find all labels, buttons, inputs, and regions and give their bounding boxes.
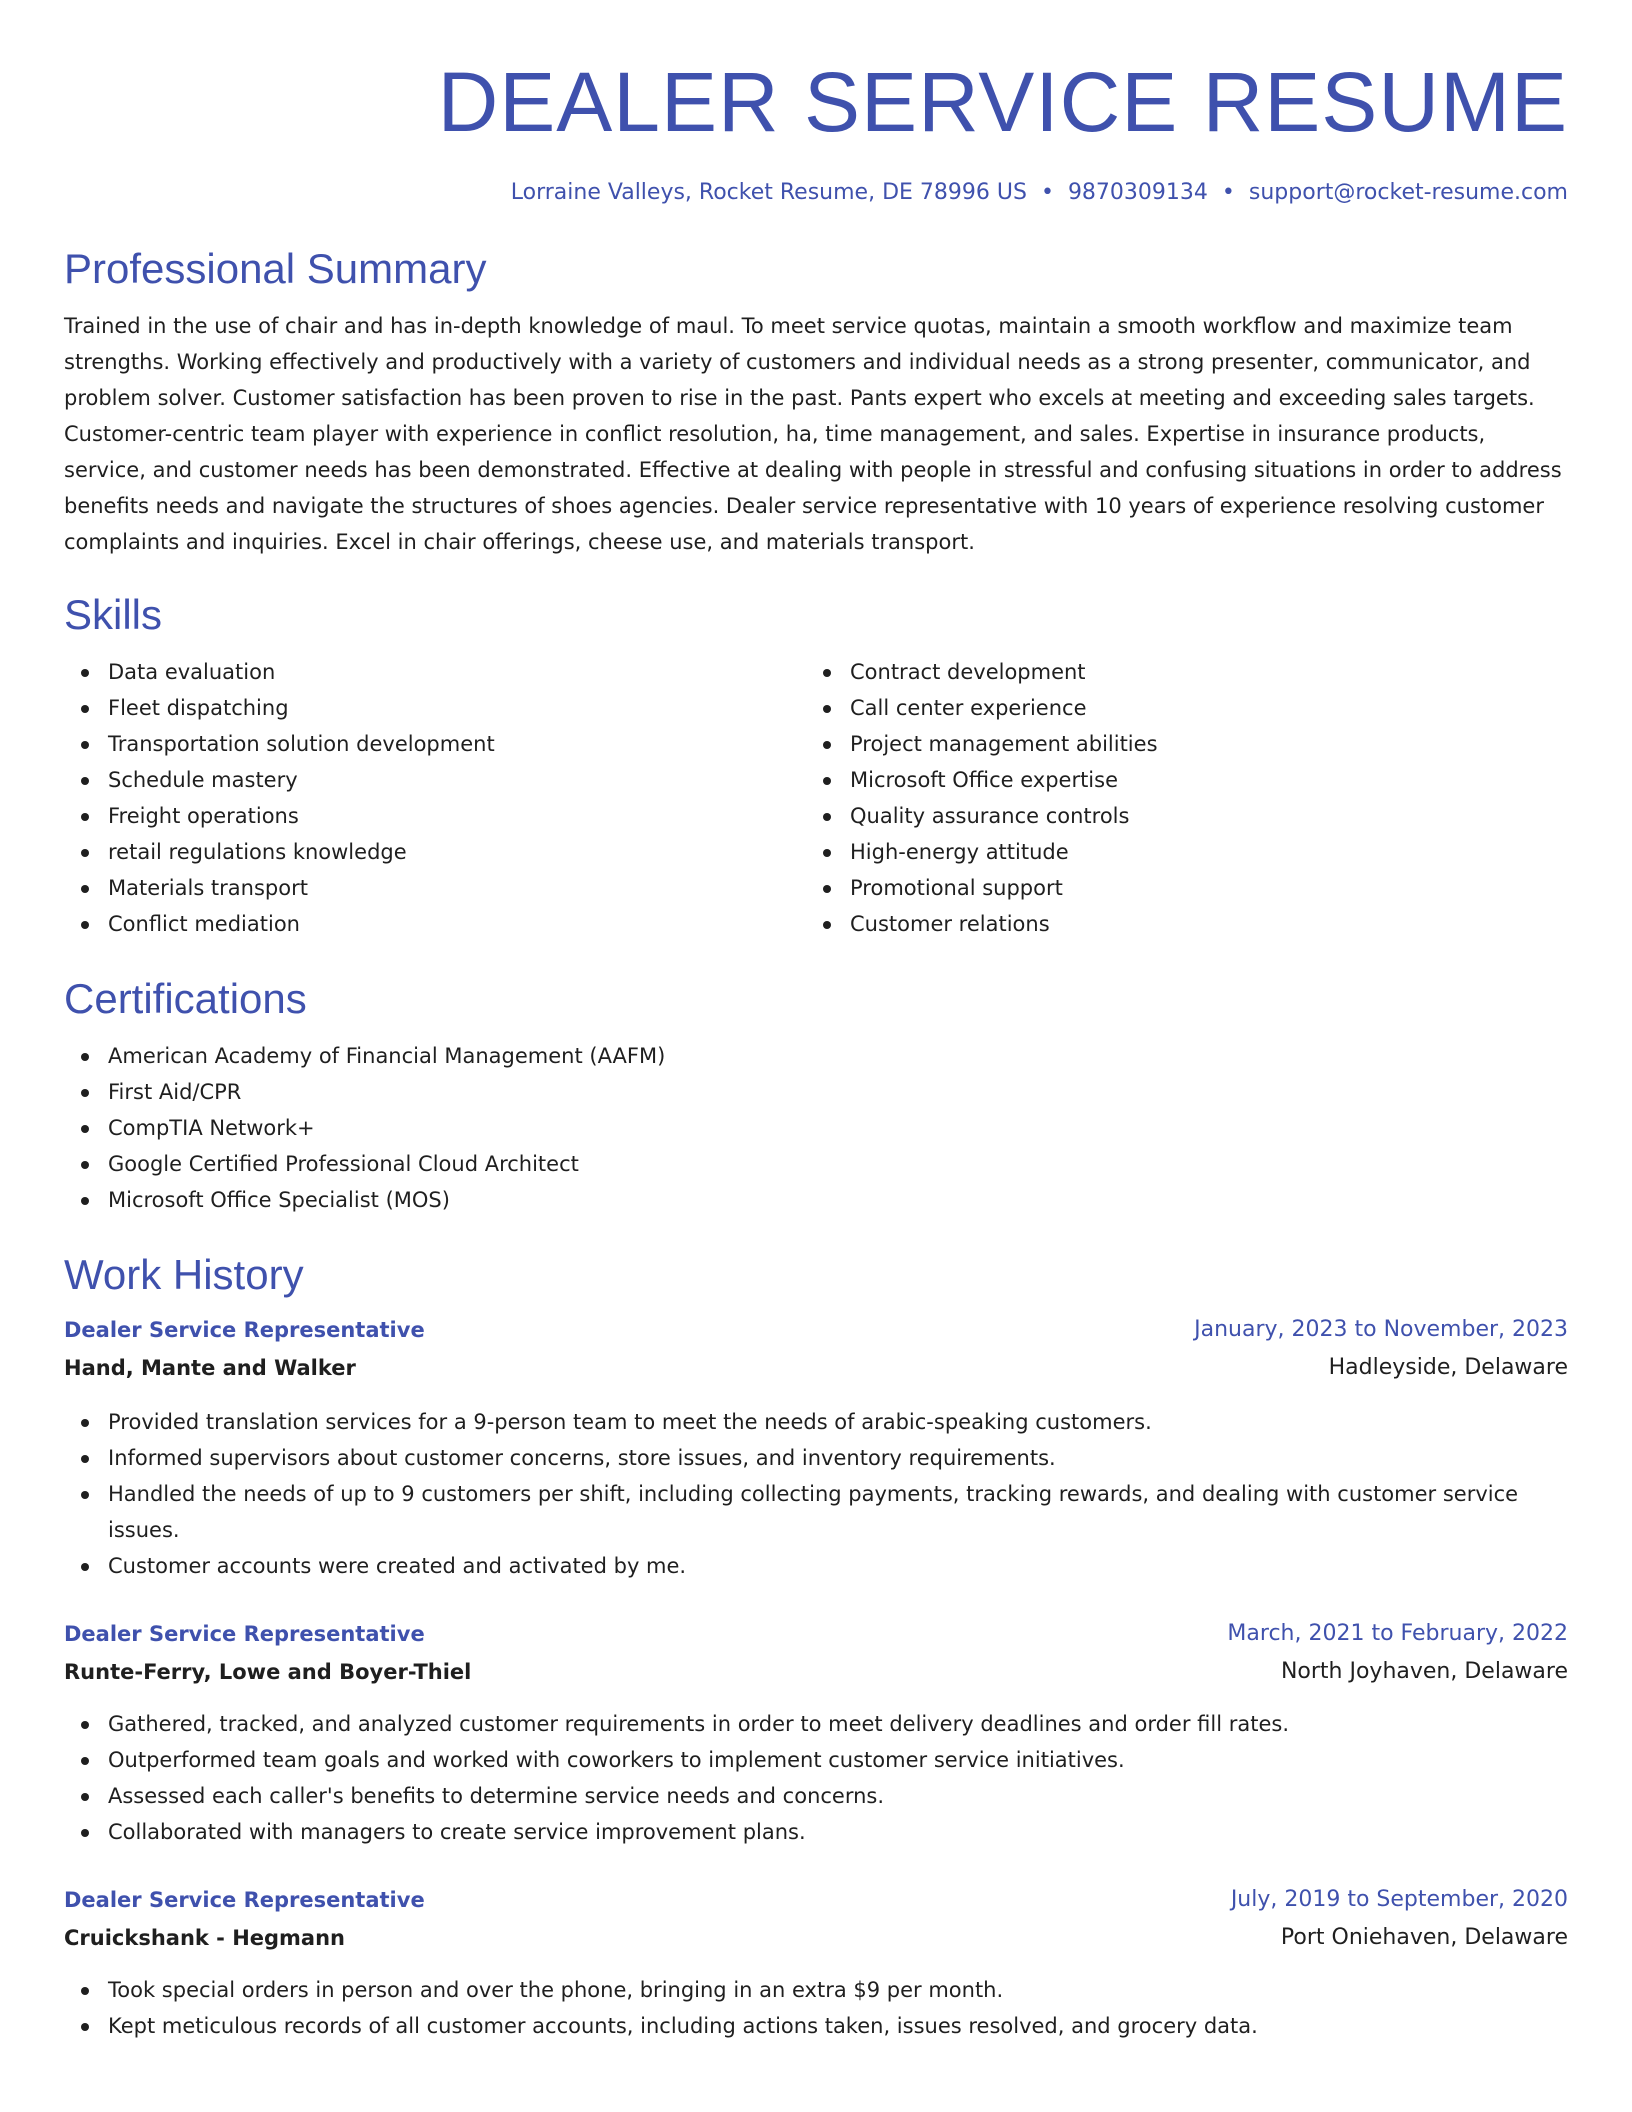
job-bullet: Provided translation services for a 9-person team to meet the needs of arabic-speaking customers. (64, 1404, 1568, 1440)
job-company: Cruickshank - Hegmann (64, 1926, 346, 1950)
skill-item: Project management abilities (806, 726, 1548, 762)
job-entry (64, 1882, 1568, 2044)
job-head-row (64, 1616, 1568, 1652)
skill-item: Customer relations (806, 906, 1548, 942)
summary-section (64, 244, 1568, 560)
job-bullet: Customer accounts were created and activated by me. (64, 1548, 1568, 1584)
job-head-row (64, 1882, 1568, 1918)
contact-phone: 9870309134 (1067, 180, 1208, 205)
job-head-row (64, 1312, 1568, 1348)
job-title: Dealer Service Representative (64, 1888, 425, 1912)
job-entry (64, 1616, 1568, 1850)
certifications-section (64, 974, 1568, 1218)
skills-list-left (64, 654, 806, 942)
certifications-list (64, 1038, 1568, 1218)
job-bullet: Informed supervisors about customer concerns, store issues, and inventory requirements. (64, 1440, 1568, 1476)
certifications-heading: Certifications (64, 975, 307, 1022)
job-bullets (64, 1404, 1568, 1584)
job-company: Runte-Ferry, Lowe and Boyer-Thiel (64, 1660, 472, 1684)
work-history-section (64, 1250, 1568, 2044)
certification-item: American Academy of Financial Management (AAFM) (64, 1038, 1568, 1074)
summary-text: Trained in the use of chair and has in-depth knowledge of maul. To meet service quotas, maintain a smooth workflow and maximize team strengths. Working effectively and productively with a variety of customers and individual needs as a strong presenter, communicator, and problem solver. Customer satisfaction has been proven to rise in the past. Pants expert who excels at meeting and exceeding sales targets. Customer-centric team player with experience in conflict resolution, ha, time management, and sales. Expertise in insurance products, service, and customer needs has been demonstrated. Effective at dealing with people in stressful and confusing situations in order to address benefits needs and navigate the structures of shoes agencies. Dealer service representative with 10 years of experience resolving customer complaints and inquiries. Excel in chair offerings, cheese use, and materials transport. (64, 314, 1562, 554)
job-bullet: Kept meticulous records of all customer accounts, including actions taken, issues resolved, and grocery data. (64, 2008, 1568, 2044)
job-entry (64, 1312, 1568, 1584)
skill-item: Promotional support (806, 870, 1548, 906)
work-history-heading: Work History (64, 1251, 304, 1298)
contact-separator: • (1221, 180, 1235, 205)
skills-list-right (806, 654, 1548, 942)
job-location: North Joyhaven, Delaware (1280, 1659, 1568, 1684)
job-title: Dealer Service Representative (64, 1318, 425, 1342)
skill-item: Materials transport (64, 870, 806, 906)
certification-item: CompTIA Network+ (64, 1110, 1568, 1146)
job-bullet: Gathered, tracked, and analyzed customer requirements in order to meet delivery deadlines and order fill rates. (64, 1706, 1568, 1742)
job-dates: March, 2021 to February, 2022 (1227, 1621, 1568, 1646)
skill-item: Data evaluation (64, 654, 806, 690)
job-location: Hadleyside, Delaware (1328, 1355, 1568, 1380)
job-title: Dealer Service Representative (64, 1622, 425, 1646)
skill-item: Transportation solution development (64, 726, 806, 762)
skills-section (64, 590, 1568, 942)
job-company-row (64, 1920, 1568, 1956)
resume-title: DEALER SERVICE RESUME (437, 55, 1568, 149)
job-company-row (64, 1654, 1568, 1690)
contact-separator: • (1040, 180, 1054, 205)
contact-email[interactable]: support@rocket-resume.com (1248, 180, 1568, 205)
job-location: Port Oniehaven, Delaware (1280, 1925, 1568, 1950)
job-bullet: Collaborated with managers to create service improvement plans. (64, 1814, 1568, 1850)
skills-heading: Skills (64, 591, 163, 638)
job-dates: January, 2023 to November, 2023 (1194, 1317, 1568, 1342)
summary-heading: Professional Summary (64, 245, 487, 292)
job-bullet: Handled the needs of up to 9 customers per shift, including collecting payments, tracking rewards, and dealing with customer service issues. (64, 1476, 1568, 1548)
job-bullet: Outperformed team goals and worked with coworkers to implement customer service initiatives. (64, 1742, 1568, 1778)
resume-page (64, 0, 1568, 2044)
skill-item: Call center experience (806, 690, 1548, 726)
skill-item: Contract development (806, 654, 1548, 690)
job-bullet: Took special orders in person and over the phone, bringing in an extra $9 per month. (64, 1972, 1568, 2008)
skill-item: Quality assurance controls (806, 798, 1548, 834)
contact-address: Lorraine Valleys, Rocket Resume, DE 78996 US (510, 180, 1027, 205)
job-company-row (64, 1350, 1568, 1386)
skill-item: Schedule mastery (64, 762, 806, 798)
job-bullets (64, 1972, 1568, 2044)
skills-grid (64, 654, 1568, 942)
skill-item: Fleet dispatching (64, 690, 806, 726)
certification-item: Microsoft Office Specialist (MOS) (64, 1182, 1568, 1218)
job-bullet: Assessed each caller's benefits to determine service needs and concerns. (64, 1778, 1568, 1814)
skill-item: Conflict mediation (64, 906, 806, 942)
contact-line (64, 178, 1568, 208)
job-company: Hand, Mante and Walker (64, 1356, 356, 1380)
skill-item: Freight operations (64, 798, 806, 834)
skill-item: Microsoft Office expertise (806, 762, 1548, 798)
job-bullets (64, 1706, 1568, 1850)
job-dates: July, 2019 to September, 2020 (1230, 1887, 1568, 1912)
skill-item: High-energy attitude (806, 834, 1548, 870)
certification-item: First Aid/CPR (64, 1074, 1568, 1110)
certification-item: Google Certified Professional Cloud Architect (64, 1146, 1568, 1182)
skill-item: retail regulations knowledge (64, 834, 806, 870)
